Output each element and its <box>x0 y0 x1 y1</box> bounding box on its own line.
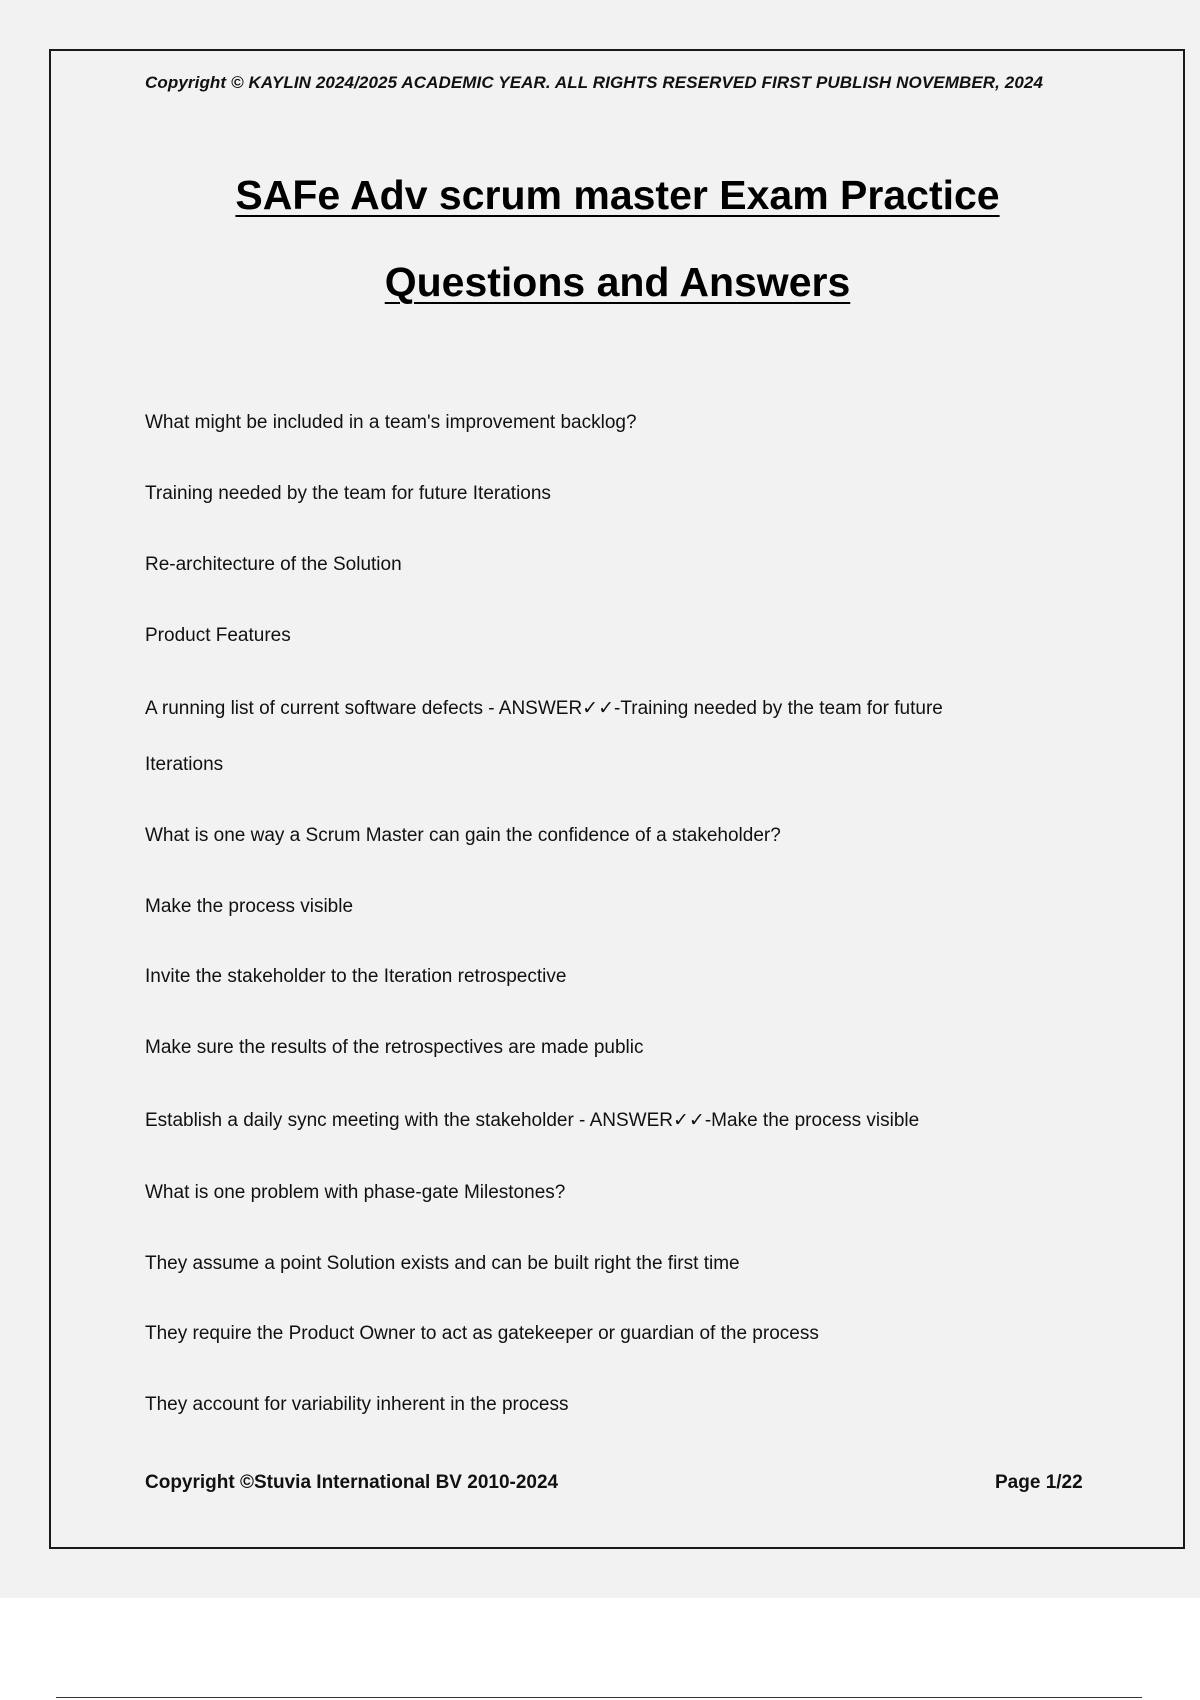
header-copyright: Copyright © KAYLIN 2024/2025 ACADEMIC YEAR. ALL RIGHTS RESERVED FIRST PUBLISH NOVEMBER, 2024 <box>145 73 1044 92</box>
option-2b: Invite the stakeholder to the Iteration retrospective <box>145 966 567 987</box>
option-3c: They account for variability inherent in the process <box>145 1394 569 1415</box>
option-2a: Make the process visible <box>145 896 354 917</box>
page-number: Page 1/22 <box>995 1472 1083 1493</box>
question-3: What is one problem with phase-gate Milestones? <box>145 1182 566 1203</box>
document-title-line-1 <box>130 172 1105 219</box>
option-3b: They require the Product Owner to act as gatekeeper or guardian of the process <box>145 1323 819 1344</box>
answer-1-continuation: Iterations <box>145 754 224 775</box>
question-2: What is one way a Scrum Master can gain the confidence of a stakeholder? <box>145 825 781 846</box>
footer-copyright: Copyright ©Stuvia International BV 2010-2024 <box>145 1472 559 1493</box>
option-1a: Training needed by the team for future Iterations <box>145 483 551 504</box>
option-3a: They assume a point Solution exists and can be built right the first time <box>145 1253 740 1274</box>
next-page-divider <box>56 1697 1142 1698</box>
document-title-line-2-text: Questions and Answers <box>384 259 851 305</box>
option-1d-answer: A running list of current software defects - ANSWER✓✓-Training needed by the team for future <box>145 698 943 719</box>
document-title-line-1-text: SAFe Adv scrum master Exam Practice <box>235 172 1000 218</box>
option-1b: Re-architecture of the Solution <box>145 554 402 575</box>
question-1: What might be included in a team's improvement backlog? <box>145 412 637 433</box>
option-1c: Product Features <box>145 625 291 646</box>
document-title-line-2 <box>130 259 1105 306</box>
option-2c: Make sure the results of the retrospectives are made public <box>145 1037 644 1058</box>
option-2d-answer: Establish a daily sync meeting with the stakeholder - ANSWER✓✓-Make the process visible <box>145 1110 920 1131</box>
